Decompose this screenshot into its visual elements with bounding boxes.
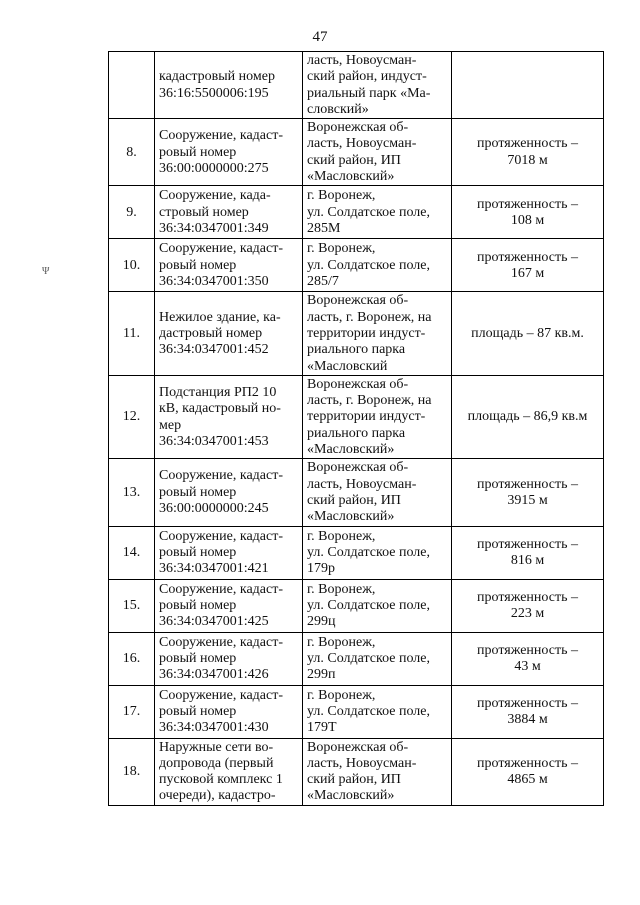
characteristic-line: площадь – 86,9 кв.м: [467, 409, 588, 425]
table-row: [109, 292, 604, 375]
table-row: [109, 239, 604, 292]
address-line: риального парка: [307, 425, 406, 441]
address-line: ул. Солдатское поле,: [307, 204, 430, 220]
characteristic-cell: [452, 685, 604, 738]
address-line: территории индуст-: [307, 409, 426, 425]
characteristic-line: протяженность –: [477, 642, 578, 658]
address-cell: [303, 186, 452, 239]
object-line: Сооружение, кадаст-: [159, 634, 284, 650]
row-number: 8.: [109, 119, 155, 186]
object-line: 36:34:0347001:421: [159, 561, 269, 577]
row-number: 13.: [109, 459, 155, 526]
row-number: 18.: [109, 738, 155, 805]
characteristic-line: 43 м: [514, 659, 541, 675]
object-line: пусковой комплекс 1: [159, 772, 283, 788]
address-cell: [303, 526, 452, 579]
object-cell: [155, 52, 303, 119]
characteristic-cell: [452, 738, 604, 805]
table-row: [109, 375, 604, 458]
object-cell: [155, 685, 303, 738]
object-line: 36:34:0347001:453: [159, 433, 269, 449]
characteristic-line: протяженность –: [477, 755, 578, 771]
object-line: стровый номер: [159, 204, 249, 220]
address-cell: [303, 119, 452, 186]
object-cell: [155, 119, 303, 186]
object-line: Сооружение, кадаст-: [159, 468, 284, 484]
object-line: ровый номер: [159, 484, 237, 500]
address-cell: [303, 632, 452, 685]
address-line: ласть, Новоусман-: [307, 136, 417, 152]
object-line: 36:34:0347001:349: [159, 221, 269, 237]
address-line: ул. Солдатское поле,: [307, 703, 430, 719]
address-line: ский район, индуст-: [307, 69, 427, 85]
object-line: мер: [159, 417, 182, 433]
object-line: допровода (первый: [159, 755, 274, 771]
characteristic-line: 7018 м: [507, 152, 548, 168]
address-cell: [303, 292, 452, 375]
address-line: 179Т: [307, 720, 337, 736]
object-line: 36:34:0347001:452: [159, 342, 269, 358]
characteristic-line: 3915 м: [507, 492, 548, 508]
object-line: Сооружение, кадаст-: [159, 581, 284, 597]
object-line: ровый номер: [159, 703, 237, 719]
address-line: ласть, Новоусман-: [307, 476, 417, 492]
object-line: ровый номер: [159, 544, 237, 560]
characteristic-line: протяженность –: [477, 695, 578, 711]
characteristic-line: протяженность –: [477, 249, 578, 265]
object-line: Сооружение, када-: [159, 188, 271, 204]
characteristic-line: 816 м: [510, 553, 545, 569]
characteristic-cell: [452, 632, 604, 685]
table-row: [109, 52, 604, 119]
characteristic-cell: [452, 459, 604, 526]
address-line: 285/7: [307, 274, 339, 290]
object-cell: [155, 292, 303, 375]
table-row: [109, 685, 604, 738]
object-cell: [155, 186, 303, 239]
address-line: г. Воронеж,: [307, 687, 376, 703]
address-line: г. Воронеж,: [307, 188, 376, 204]
address-line: ул. Солдатское поле,: [307, 544, 430, 560]
object-line: Подстанция РП2 10: [159, 385, 277, 400]
address-line: Воронежская об-: [307, 293, 409, 309]
object-line: 36:34:0347001:426: [159, 667, 269, 683]
row-number: 11.: [109, 292, 155, 375]
address-line: территории индуст-: [307, 325, 426, 341]
object-line: ровый номер: [159, 650, 237, 666]
address-line: 299п: [307, 667, 336, 683]
table-row: [109, 579, 604, 632]
page-number: 47: [312, 29, 328, 45]
address-line: 285М: [307, 221, 341, 237]
characteristic-line: протяженность –: [477, 196, 578, 212]
characteristic-cell: [452, 186, 604, 239]
object-cell: [155, 632, 303, 685]
object-cell: [155, 579, 303, 632]
address-line: ул. Солдатское поле,: [307, 257, 430, 273]
address-cell: [303, 579, 452, 632]
object-line: дастровый номер: [159, 325, 263, 341]
address-line: ласть, г. Воронеж, на: [307, 393, 432, 409]
table-row: [109, 526, 604, 579]
address-line: Воронежская об-: [307, 120, 409, 136]
property-table: [108, 51, 604, 806]
object-line: Нежилое здание, ка-: [159, 309, 281, 325]
object-line: 36:34:0347001:425: [159, 614, 269, 630]
object-line: 36:00:0000000:245: [159, 501, 269, 517]
characteristic-line: 167 м: [510, 265, 545, 281]
characteristic-line: площадь – 87 кв.м.: [471, 325, 584, 341]
row-number: 15.: [109, 579, 155, 632]
object-line: кадастровый номер: [159, 69, 275, 85]
address-line: Воронежская об-: [307, 460, 409, 476]
address-line: ул. Солдатское поле,: [307, 597, 430, 613]
address-line: ский район, ИП: [307, 492, 401, 508]
table-row: [109, 119, 604, 186]
characteristic-cell: [452, 526, 604, 579]
address-line: Воронежская об-: [307, 739, 409, 755]
address-line: ул. Солдатское поле,: [307, 650, 430, 666]
row-number: 14.: [109, 526, 155, 579]
address-line: ласть, Новоусман-: [307, 755, 417, 771]
address-line: г. Воронеж,: [307, 241, 376, 257]
object-cell: [155, 459, 303, 526]
object-line: Наружные сети во-: [159, 739, 274, 755]
address-line: риального парка: [307, 342, 406, 358]
row-number: 10.: [109, 239, 155, 292]
address-cell: [303, 239, 452, 292]
characteristic-line: 4865 м: [507, 772, 548, 788]
table-row: [109, 738, 604, 805]
address-line: «Масловский»: [307, 442, 395, 458]
object-line: ровый номер: [159, 144, 237, 160]
address-cell: [303, 375, 452, 458]
address-cell: [303, 738, 452, 805]
object-line: очереди), кадастро-: [159, 788, 276, 804]
object-line: Сооружение, кадаст-: [159, 241, 284, 257]
object-cell: [155, 526, 303, 579]
address-line: ласть, г. Воронеж, на: [307, 309, 432, 325]
address-line: г. Воронеж,: [307, 581, 376, 597]
address-line: риальный парк «Ма-: [307, 85, 431, 101]
characteristic-cell: [452, 579, 604, 632]
characteristic-line: 108 м: [510, 212, 545, 228]
address-line: г. Воронеж,: [307, 528, 376, 544]
characteristic-line: протяженность –: [477, 589, 578, 605]
characteristic-line: протяженность –: [477, 476, 578, 492]
object-line: 36:16:5500006:195: [159, 85, 269, 101]
address-line: словский»: [307, 101, 369, 117]
object-line: 36:34:0347001:350: [159, 274, 269, 290]
row-number: 9.: [109, 186, 155, 239]
object-cell: [155, 239, 303, 292]
characteristic-line: протяженность –: [477, 136, 578, 152]
address-line: 179р: [307, 561, 335, 577]
address-line: Воронежская об-: [307, 376, 409, 392]
characteristic-line: 223 м: [510, 606, 545, 622]
object-line: ровый номер: [159, 597, 237, 613]
address-line: «Масловский»: [307, 169, 395, 185]
row-number: 16.: [109, 632, 155, 685]
address-cell: [303, 685, 452, 738]
address-line: 299ц: [307, 614, 336, 630]
object-line: Сооружение, кадаст-: [159, 528, 284, 544]
object-line: 36:00:0000000:275: [159, 160, 269, 176]
margin-mark: Ψ: [42, 266, 50, 277]
address-line: ский район, ИП: [307, 772, 401, 788]
address-line: г. Воронеж,: [307, 634, 376, 650]
row-number: [109, 52, 155, 119]
characteristic-cell: [452, 239, 604, 292]
object-line: Сооружение, кадаст-: [159, 128, 284, 144]
address-line: ласть, Новоусман-: [307, 53, 417, 68]
address-line: «Масловский»: [307, 509, 395, 525]
characteristic-line: 3884 м: [507, 712, 548, 728]
address-line: «Масловский: [307, 358, 388, 374]
address-line: ский район, ИП: [307, 152, 401, 168]
row-number: 12.: [109, 375, 155, 458]
property-table-body: [109, 52, 604, 806]
table-row: [109, 632, 604, 685]
characteristic-cell: [452, 119, 604, 186]
address-line: «Масловский»: [307, 788, 395, 804]
characteristic-line: протяженность –: [477, 536, 578, 552]
characteristic-cell: [452, 292, 604, 375]
address-cell: [303, 52, 452, 119]
object-line: кВ, кадастровый но-: [159, 401, 281, 417]
object-line: 36:34:0347001:430: [159, 720, 269, 736]
table-row: [109, 459, 604, 526]
object-cell: [155, 375, 303, 458]
object-cell: [155, 738, 303, 805]
row-number: 17.: [109, 685, 155, 738]
object-line: Сооружение, кадаст-: [159, 687, 284, 703]
object-line: ровый номер: [159, 257, 237, 273]
address-cell: [303, 459, 452, 526]
characteristic-cell: [452, 375, 604, 458]
table-row: [109, 186, 604, 239]
characteristic-cell: [452, 52, 604, 119]
